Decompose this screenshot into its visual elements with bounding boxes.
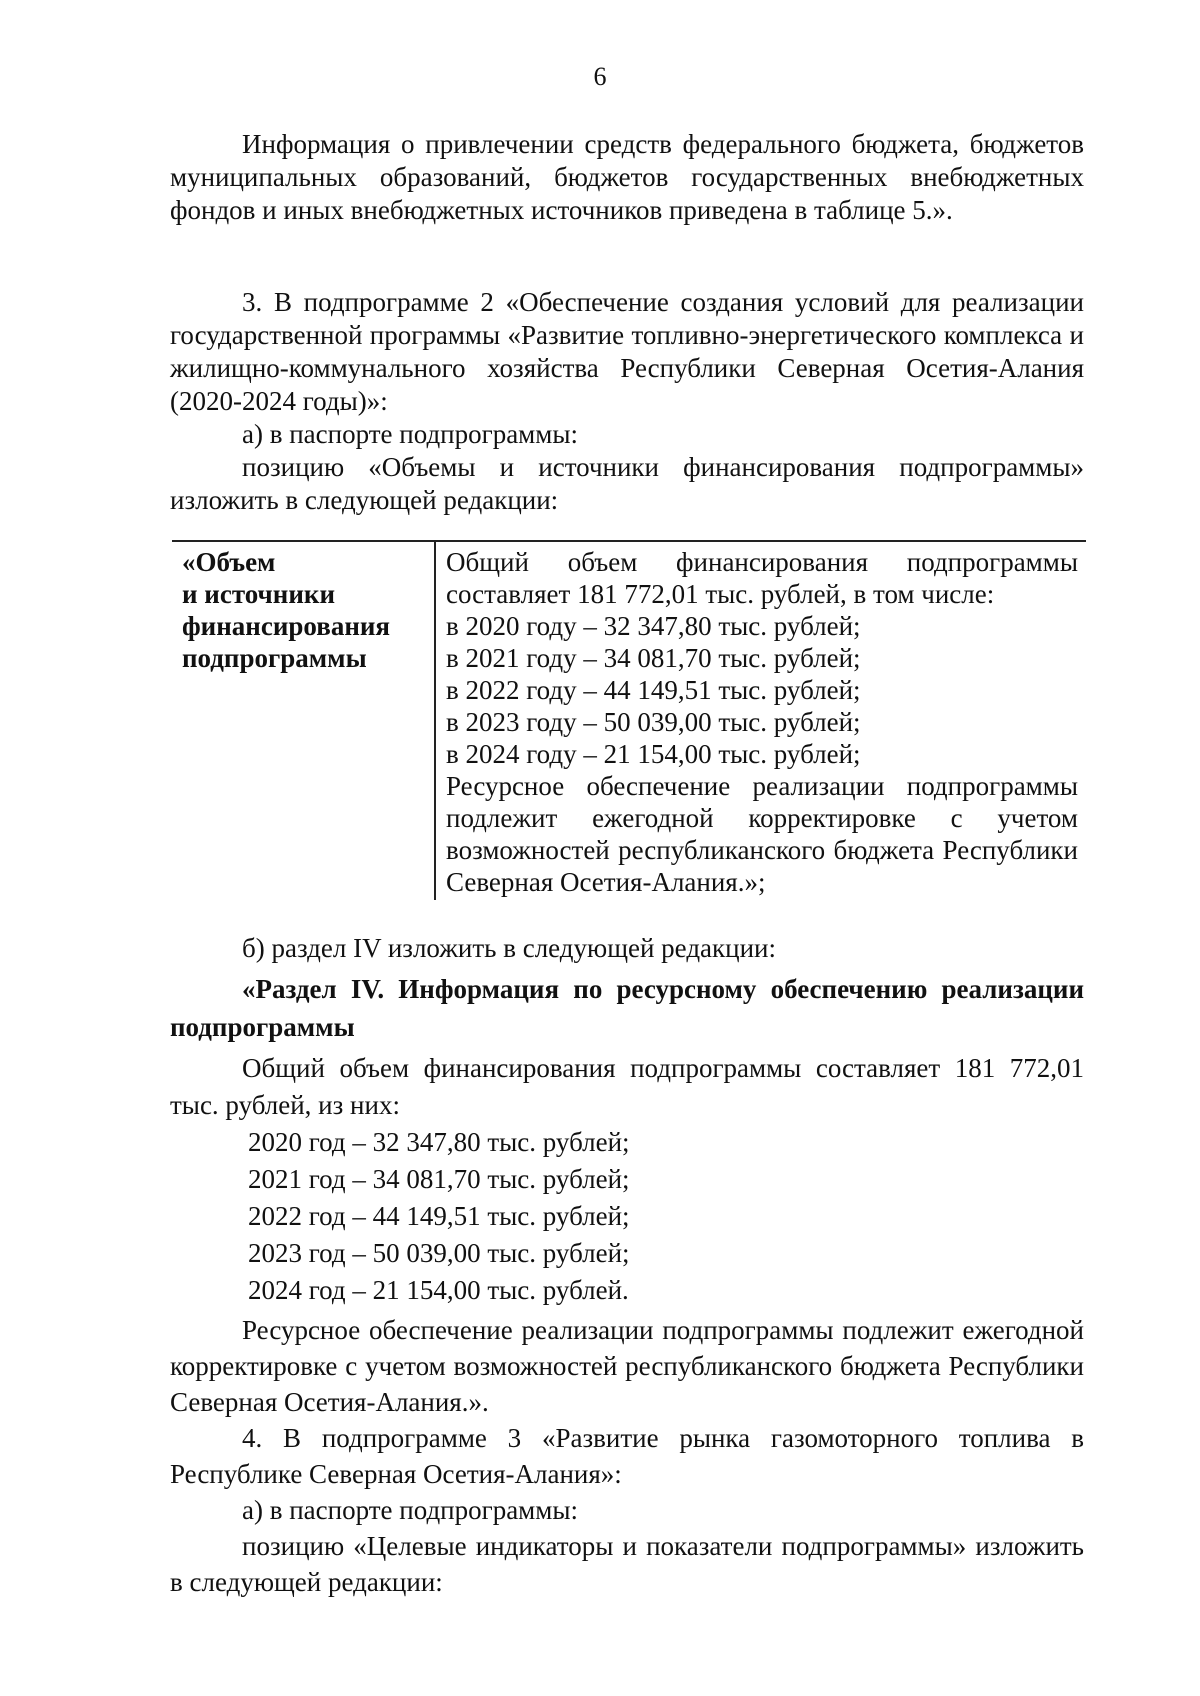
passport-table (172, 540, 1086, 900)
item-4-heading: 4. В подпрограмме 3 «Развитие рынка газомоторного топлива в Республике Северная Осетия-Алания»: (170, 1423, 1084, 1489)
page-number: 6 (593, 62, 607, 91)
passport-year-line: в 2022 году – 44 149,51 тыс. рублей; (446, 675, 861, 705)
item-4-position: позицию «Целевые индикаторы и показатели подпрограммы» изложить в следующей редакции: (170, 1531, 1084, 1597)
sub-b-section (170, 932, 1084, 965)
section-4-years (248, 1124, 630, 1309)
passport-label-line: финансирования (182, 611, 391, 641)
intro-section (170, 128, 1084, 227)
passport-year-line: в 2020 году – 32 347,80 тыс. рублей; (446, 611, 861, 641)
section-4-title-block (170, 970, 1084, 1046)
section-4-year-line: 2023 год – 50 039,00 тыс. рублей; (248, 1238, 630, 1268)
item-4-section (170, 1420, 1084, 1600)
passport-label-cell (172, 541, 435, 900)
section-4-year-line: 2021 год – 34 081,70 тыс. рублей; (248, 1164, 630, 1194)
section-4-year-line: 2022 год – 44 149,51 тыс. рублей; (248, 1201, 630, 1231)
passport-year-line: в 2023 году – 50 039,00 тыс. рублей; (446, 707, 861, 737)
item-3-section (170, 286, 1084, 517)
section-4-year-line: 2020 год – 32 347,80 тыс. рублей; (248, 1127, 630, 1157)
passport-label-line: «Объем (182, 547, 276, 577)
intro-paragraph: Информация о привлечении средств федерального бюджета, бюджетов муниципальных образований, бюджетов государственных внебюджетных фондов и иных внебюджетных источников приведена в таблице 5.». (170, 129, 1084, 225)
item-3-heading: 3. В подпрограмме 2 «Обеспечение создания условий для реализации государственной программы «Развитие топливно-энергетического комплекса и жилищно-коммунального хозяйства Республики Северная Осетия-Алания (2020-2024 годы)»: (170, 287, 1084, 416)
sub-b-line: б) раздел IV изложить в следующей редакции: (242, 933, 777, 963)
passport-label-line: и источники (182, 579, 336, 609)
passport-intro: Общий объем финансирования подпрограммы составляет 181 772,01 тыс. рублей, в том числе: (446, 547, 1078, 609)
section-4-total-block (170, 1050, 1084, 1124)
item-3-position: позицию «Объемы и источники финансирования подпрограммы» изложить в следующей редакции: (170, 452, 1084, 515)
passport-row (172, 541, 1086, 900)
passport-outro: Ресурсное обеспечение реализации подпрограммы подлежит ежегодной корректировке с учетом возможностей республиканского бюджета Республики Северная Осетия-Алания.»; (446, 771, 1078, 897)
item-4-sub-a: а) в паспорте подпрограммы: (242, 1495, 578, 1525)
passport-year-line: в 2021 году – 34 081,70 тыс. рублей; (446, 643, 861, 673)
section-4-total: Общий объем финансирования подпрограммы составляет 181 772,01 тыс. рублей, из них: (170, 1053, 1084, 1120)
passport-label-line: подпрограммы (182, 643, 367, 673)
passport-value-cell (435, 541, 1086, 900)
item-3-sub-a: а) в паспорте подпрограммы: (242, 419, 578, 449)
section-4-title: «Раздел IV. Информация по ресурсному обеспечению реализации подпрограммы (170, 974, 1084, 1042)
section-4-closing: Ресурсное обеспечение реализации подпрограммы подлежит ежегодной корректировке с учетом возможностей республиканского бюджета Республики Северная Осетия-Алания.». (170, 1315, 1084, 1417)
passport-year-line: в 2024 году – 21 154,00 тыс. рублей; (446, 739, 861, 769)
section-4-year-line: 2024 год – 21 154,00 тыс. рублей. (248, 1275, 629, 1305)
section-4-closing-block (170, 1312, 1084, 1420)
